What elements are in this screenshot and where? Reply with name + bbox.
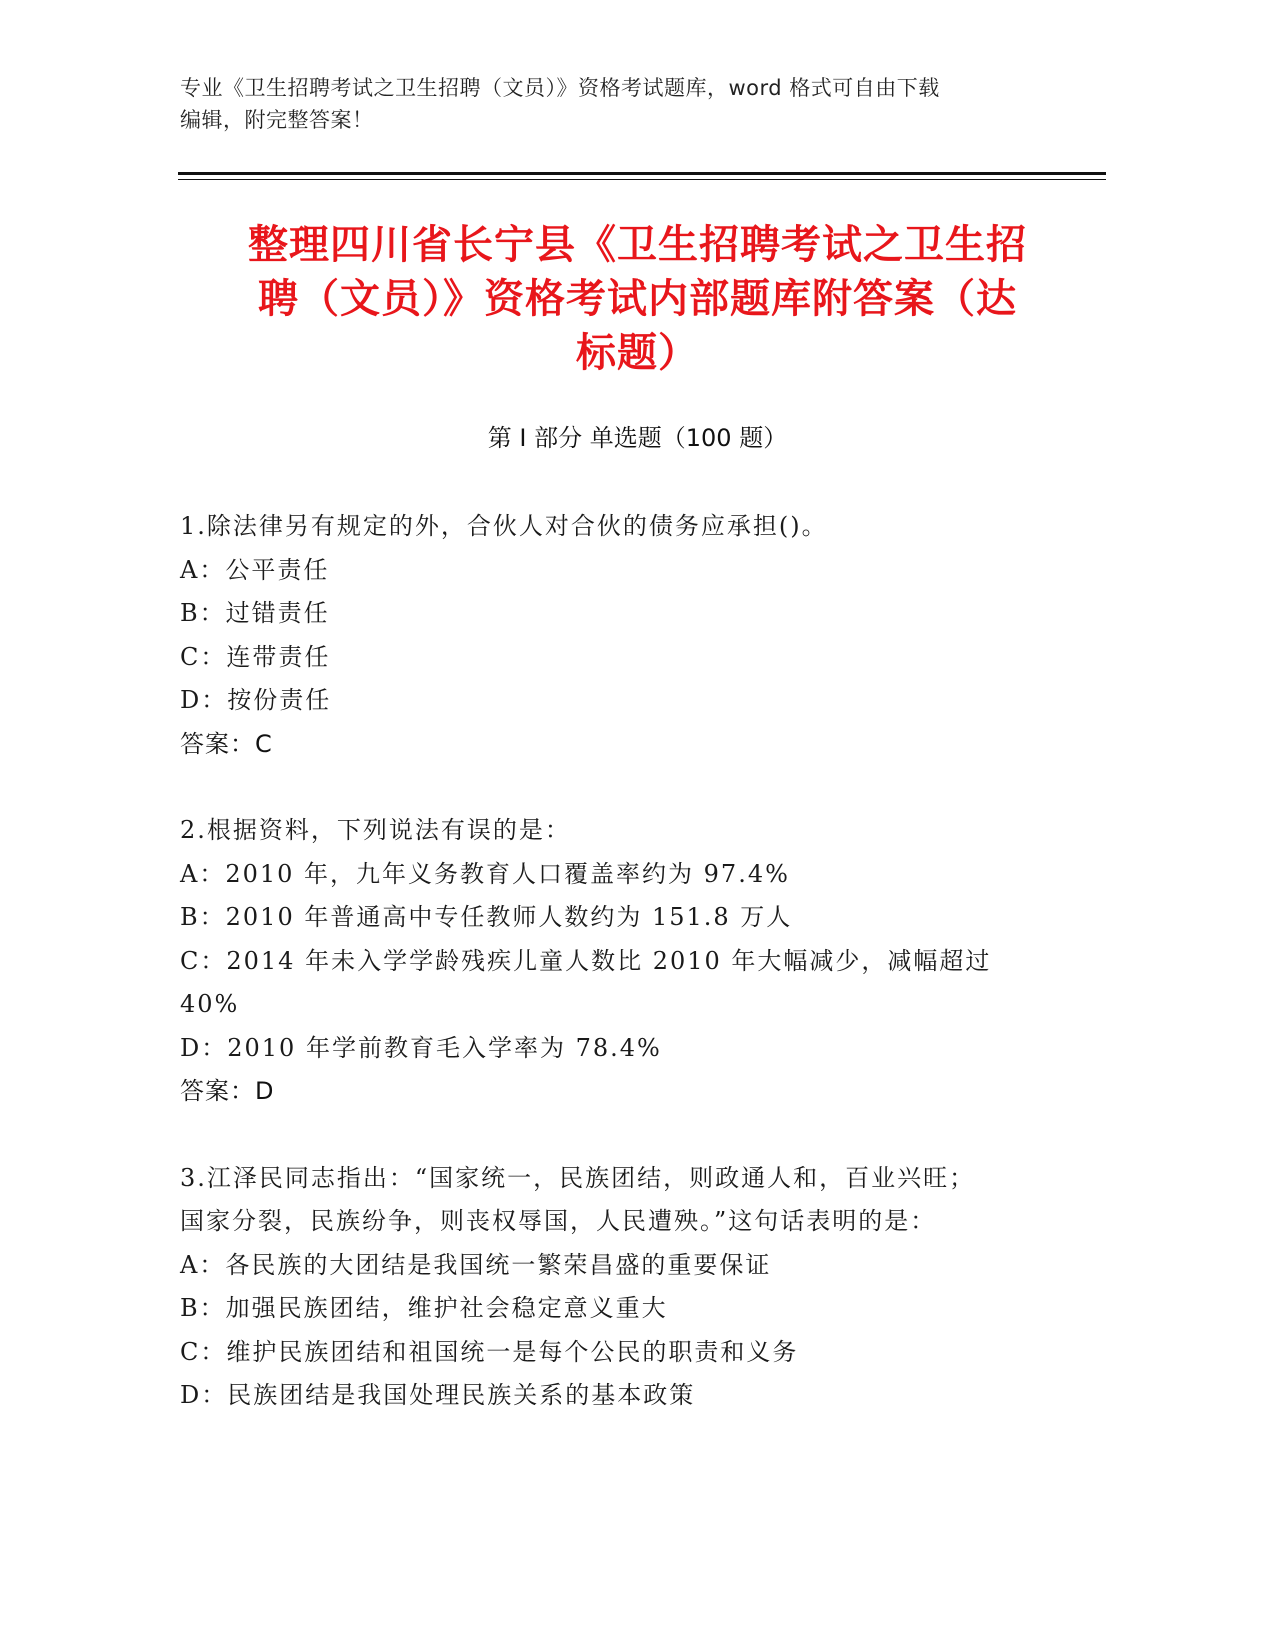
answer: 答案：D [180, 1077, 275, 1105]
option-b: B：加强民族团结，维护社会稳定意义重大 [180, 1294, 668, 1322]
option-c-continued: 40% [180, 990, 240, 1018]
header-note-line-2: 编辑，附完整答案！ [180, 108, 374, 132]
document-title [180, 218, 1095, 380]
document-title-line-1: 整理四川省长宁县《卫生招聘考试之卫生招 [248, 222, 1027, 268]
question-stem-continued: 国家分裂，民族纷争，则丧权辱国，人民遭殃。”这句话表明的是： [180, 1207, 937, 1235]
header-note [180, 72, 1060, 136]
option-a: A：公平责任 [180, 555, 330, 584]
option-c: C：连带责任 [180, 642, 331, 671]
document-title-line-3: 标题） [576, 330, 699, 376]
header-divider-thin [178, 179, 1106, 180]
option-c: C：2014 年未入学学龄残疾儿童人数比 2010 年大幅减少，减幅超过 [180, 946, 992, 975]
question-stem: 1.除法律另有规定的外，合伙人对合伙的债务应承担()。 [180, 512, 828, 540]
question-stem: 3.江泽民同志指出：“国家统一，民族团结，则政通人和，百业兴旺； [180, 1163, 976, 1192]
header-note-line-1: 专业《卫生招聘考试之卫生招聘（文员）》资格考试题库，word 格式可自由下载 [180, 76, 940, 100]
option-c: C：维护民族团结和祖国统一是每个公民的职责和义务 [180, 1337, 799, 1366]
question-stem: 2.根据资料，下列说法有误的是： [180, 816, 571, 844]
question-2 [180, 809, 1040, 1114]
header-divider-thick [178, 172, 1106, 175]
answer: 答案：C [180, 729, 273, 758]
option-d: D：按份责任 [180, 686, 332, 714]
question-3 [180, 1157, 1040, 1418]
section-heading: 第 I 部分 单选题（100 题） [487, 424, 788, 452]
option-a: A：各民族的大团结是我国统一繁荣昌盛的重要保证 [180, 1250, 772, 1279]
option-a: A：2010 年，九年义务教育人口覆盖率约为 97.4% [180, 859, 790, 888]
option-b: B：2010 年普通高中专任教师人数约为 151.8 万人 [180, 903, 793, 931]
question-list [180, 505, 1040, 1461]
option-b: B：过错责任 [180, 599, 330, 627]
question-1 [180, 505, 1040, 766]
option-d: D：民族团结是我国处理民族关系的基本政策 [180, 1381, 696, 1409]
option-d: D：2010 年学前教育毛入学率为 78.4% [180, 1033, 662, 1062]
document-title-line-2: 聘（文员）》资格考试内部题库附答案（达 [258, 276, 1017, 322]
